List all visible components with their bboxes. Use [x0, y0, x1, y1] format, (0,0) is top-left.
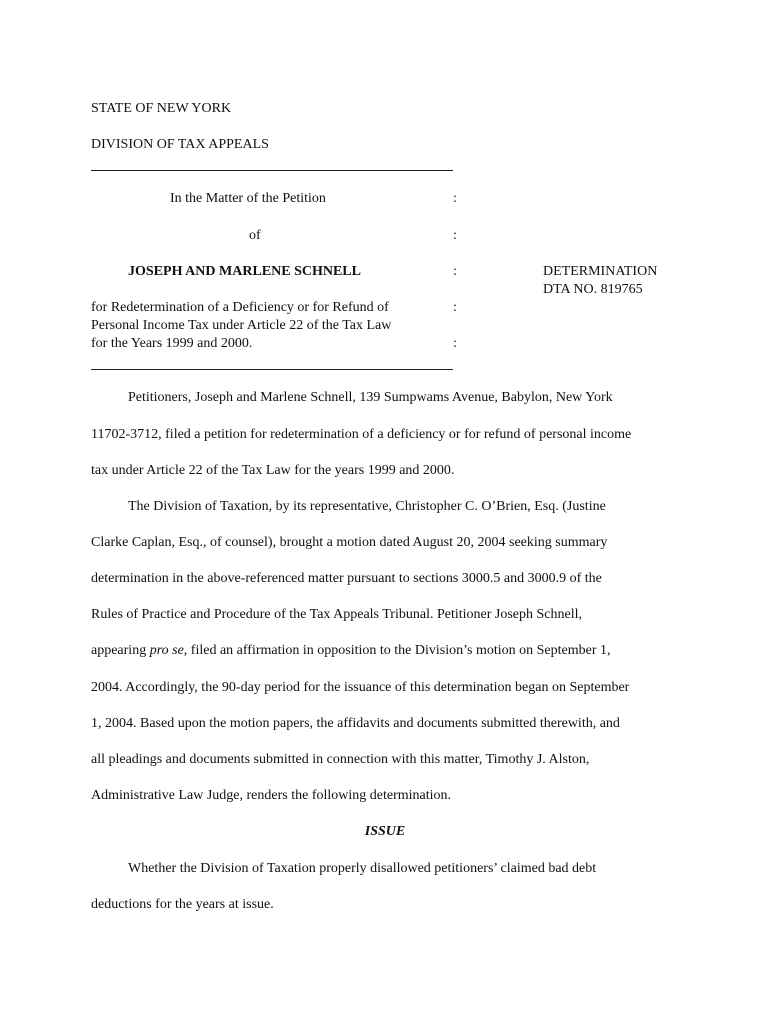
caption-colon: :	[453, 191, 457, 206]
body-line: Petitioners, Joseph and Marlene Schnell, 139 Sumpwams Avenue, Babylon, New York	[128, 390, 613, 405]
caption-colon: :	[453, 300, 457, 315]
purpose-line: Personal Income Tax under Article 22 of the Tax Law	[91, 318, 392, 333]
body-line: Rules of Practice and Procedure of the Tax Appeals Tribunal. Petitioner Joseph Schnell,	[91, 607, 583, 622]
body-line	[91, 642, 611, 659]
purpose-line: for Redetermination of a Deficiency or for Refund of	[91, 300, 389, 315]
body-line: Whether the Division of Taxation properly disallowed petitioners’ claimed bad debt	[128, 861, 597, 876]
caption-colon: :	[453, 264, 457, 279]
of-line: of	[249, 228, 261, 243]
document-type: DETERMINATION	[543, 264, 658, 279]
issue-heading: ISSUE	[364, 824, 406, 839]
body-text: appearing	[91, 643, 150, 658]
state-heading: STATE OF NEW YORK	[91, 101, 232, 116]
latin-phrase: pro se	[149, 643, 184, 658]
caption-bottom-rule	[91, 369, 453, 370]
body-line: 2004. Accordingly, the 90-day period for the issuance of this determination began on September	[91, 680, 630, 695]
body-line: The Division of Taxation, by its representative, Christopher C. O’Brien, Esq. (Justine	[128, 499, 606, 514]
body-line: Administrative Law Judge, renders the following determination.	[91, 788, 452, 803]
dta-number: DTA NO. 819765	[543, 282, 643, 297]
body-line: Clarke Caplan, Esq., of counsel), brought a motion dated August 20, 2004 seeking summary	[91, 535, 608, 550]
caption-colon: :	[453, 336, 457, 351]
body-line: determination in the above-referenced matter pursuant to sections 3000.5 and 3000.9 of the	[91, 571, 602, 586]
body-line: tax under Article 22 of the Tax Law for the years 1999 and 2000.	[91, 463, 455, 478]
petitioners-name: JOSEPH AND MARLENE SCHNELL	[128, 264, 361, 279]
division-heading: DIVISION OF TAX APPEALS	[91, 137, 269, 152]
body-line: deductions for the years at issue.	[91, 897, 274, 912]
body-text: , filed an affirmation in opposition to the Division’s motion on September 1,	[183, 643, 611, 658]
caption-colon: :	[453, 228, 457, 243]
body-line: 1, 2004. Based upon the motion papers, the affidavits and documents submitted therewith, and	[91, 716, 620, 731]
caption-top-rule	[91, 170, 453, 171]
matter-line: In the Matter of the Petition	[170, 191, 326, 206]
purpose-line: for the Years 1999 and 2000.	[91, 336, 253, 351]
body-line: 11702-3712, filed a petition for redetermination of a deficiency or for refund of personal income	[91, 427, 632, 442]
body-line: all pleadings and documents submitted in connection with this matter, Timothy J. Alston,	[91, 752, 590, 767]
